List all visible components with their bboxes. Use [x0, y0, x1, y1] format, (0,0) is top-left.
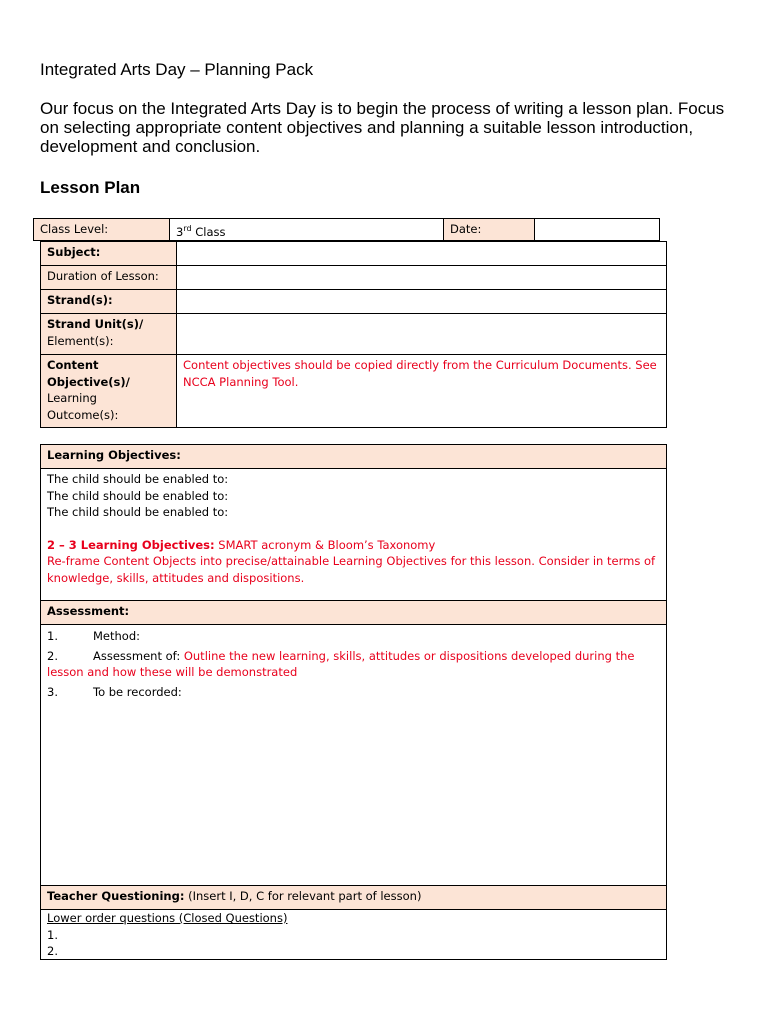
class-level-ordinal: rd — [183, 224, 192, 233]
lo-note-rest: SMART acronym & Bloom’s Taxonomy — [214, 537, 436, 552]
content-note-line-2: NCCA Planning Tool. — [183, 374, 299, 389]
assessment-item-3 — [47, 684, 660, 701]
duration-label: Duration of Lesson: — [40, 265, 177, 290]
lo-note-line-1 — [47, 537, 660, 554]
content-objectives-field[interactable] — [176, 354, 667, 428]
date-field[interactable] — [534, 218, 660, 241]
intro-paragraph: Our focus on the Integrated Arts Day is to begin the process of writing a lesson plan. Focus on selecting appropriate content objectives and planning a suitable lesson introduction, development and conclusion. — [40, 99, 725, 156]
strand-label: Strand(s): — [40, 289, 177, 314]
class-level-value[interactable] — [169, 218, 444, 241]
strand-unit-field[interactable] — [176, 313, 667, 355]
teacher-questioning-label — [40, 885, 667, 910]
content-label-line-2: Objective(s)/ — [47, 374, 130, 389]
teacher-questioning-note: (Insert I, D, C for relevant part of lesson) — [184, 889, 422, 903]
content-objectives-label — [40, 354, 177, 428]
lo-spacer — [47, 521, 660, 537]
content-label-line-1: Content — [47, 358, 99, 372]
subject-label: Subject: — [40, 241, 177, 266]
assessment-item-1 — [47, 628, 660, 645]
class-level-number: 3 — [176, 224, 184, 239]
lo-line: The child should be enabled to: — [47, 488, 229, 503]
class-level-suffix: Class — [191, 224, 226, 239]
date-label: Date: — [443, 218, 535, 241]
document-title: Integrated Arts Day – Planning Pack — [40, 60, 314, 79]
learning-objectives-field[interactable] — [40, 468, 667, 601]
strand-unit-label-line-2: Element(s): — [47, 333, 114, 348]
item-text: To be recorded: — [93, 684, 182, 699]
strand-unit-label-line-1: Strand Unit(s)/ — [47, 317, 144, 331]
lo-note-bold: 2 – 3 Learning Objectives: — [47, 537, 215, 552]
subject-field[interactable] — [176, 241, 667, 266]
assessment-field[interactable] — [40, 624, 667, 886]
item-number: 1. — [47, 629, 58, 643]
content-label-line-3: Learning — [47, 391, 97, 405]
lo-note-line-2: Re-frame Content Objects into precise/attainable Learning Objectives for this lesson. Consider in terms of — [47, 554, 656, 568]
item-text: Method: — [93, 629, 141, 643]
lo-note-line-3: knowledge, skills, attitudes and dispositions. — [47, 570, 305, 585]
assessment-item-2 — [47, 648, 660, 665]
item-number: 2. — [47, 648, 58, 663]
learning-objectives-label: Learning Objectives: — [40, 444, 667, 469]
content-label-line-4: Outcome(s): — [47, 407, 119, 422]
content-note-line-1: Content objectives should be copied directly from the Curriculum Documents. See — [183, 358, 657, 372]
assessment-label: Assessment: — [40, 600, 667, 625]
strand-field[interactable] — [176, 289, 667, 314]
class-level-label: Class Level: — [33, 218, 170, 241]
lo-line: The child should be enabled to: — [47, 505, 229, 519]
teacher-questioning-bold: Teacher Questioning: — [47, 889, 185, 903]
assessment-item-2-continued: lesson and how these will be demonstrated — [47, 665, 298, 679]
item-number: 3. — [47, 684, 58, 699]
lo-line: The child should be enabled to: — [47, 472, 229, 486]
item-text: Assessment of: — [93, 648, 184, 663]
question-item: 2. — [47, 944, 58, 958]
lower-order-heading: Lower order questions (Closed Questions) — [47, 911, 288, 925]
item-note: Outline the new learning, skills, attitudes or dispositions developed during the — [183, 648, 635, 663]
teacher-questioning-field[interactable] — [40, 909, 667, 960]
question-item: 1. — [47, 927, 58, 942]
lesson-plan-heading: Lesson Plan — [40, 178, 141, 197]
strand-unit-label — [40, 313, 177, 355]
duration-field[interactable] — [176, 265, 667, 290]
